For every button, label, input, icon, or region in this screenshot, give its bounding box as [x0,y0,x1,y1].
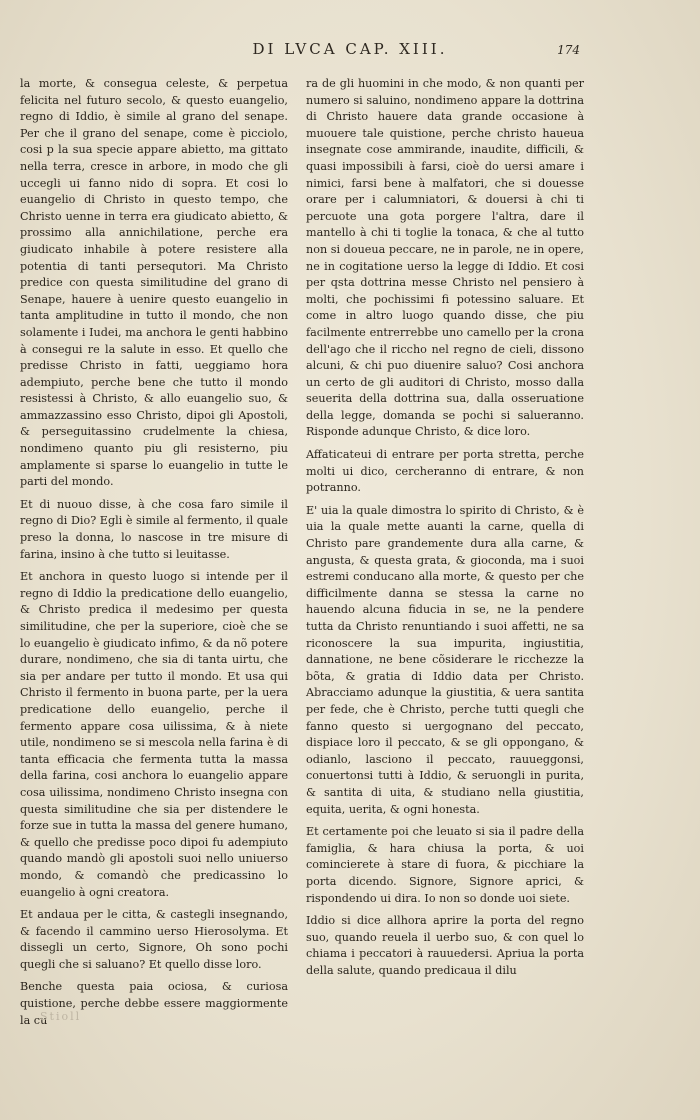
left-column [20,76,288,1035]
right-column [306,76,584,985]
left-paragraph-3: Et anchora in questo luogo si intende per il regno di Iddio la predicatione dello euangelio, & Christo predica il medesimo per questa similitudine, che per la superiore, cioè che se lo euangelio è giudicato infimo, & da nõ potere durare, nondimeno, che sia di tanta uirtu, che sia per andare per tutto il mondo. Et usa qui Christo il fermento in buona parte, per la uera predicatione dello euangelio, perche il fermento appare cosa uilissima, & à niete utile, nondimeno se si mescola nella farina è di tanta efficacia che fermenta tutta la massa della farina, cosi anchora lo euangelio appare cosa uilissima, nondimeno Christo insegna con questa similitudine che sia per distendere le forze sue in tutta la massa del genere humano, & quello che predisse poco dipoi fu adempiuto quando mandò gli apostoli suoi nello uniuerso mondo, & comandò che predicassino lo euangelio à ogni creatora. [20,570,288,899]
left-paragraph-4: Et andaua per le citta, & castegli insegnando, & facendo il cammino uerso Hierosolyma. Et dissegli un certo, Signore, Oh sono pochi quegli che si saluano? Et quello disse loro. [20,908,288,971]
left-paragraph-5: Benche questa paia ociosa, & curiosa quistione, perche debbe essere maggiormente la cu [20,980,288,1027]
page-number: 174 [557,43,580,57]
bleed-through-text: Stioll [40,1010,82,1023]
left-paragraph-2: Et di nuouo disse, à che cosa faro simile il regno di Dio? Egli è simile al fermento, il quale preso la donna, lo nascose in tre misure di farina, insino à che tutto si leuitasse. [20,497,288,561]
right-paragraph-4: Et certamente poi che leuato si sia il padre della famiglia, & hara chiusa la porta, & uoi comincierete à stare di fuora, & picchiare la porta dicendo. Signore, Signore aprici, & rispondendo ui dira. Io non so donde uoi siete. [306,825,584,905]
right-paragraph-1: ra de gli huomini in che modo, & non quanti per numero si saluino, nondimeno appare la dottrina di Christo hauere data grande occasione à muouere tale quistione, perche christo haueua insegnate cose ammirande, inaudite, difficili, & quasi impossibili à farsi, cioè do uersi amare i nimici, farsi bene à malfatori, che si douesse orare per i calumniatori, & douersi à chi ti percuote una gota porgere l'altra, dare il mantello à chi ti toglie la tonaca, & che al tutto non si doueua peccare, ne in parole, ne in opere, ne in cogitatione uerso la legge di Iddio. Et cosi per qsta dottrina messe Christo nel pensiero à molti, che pochissimi fi potessino saluare. Et come in altro luogo quando disse, che piu facilmente entrerrebbe uno camello per la crona dell'ago che il riccho nel regno de cieli, dissono alcuni, & chi puo diuenire saluo? Cosi anchora un certo de gli auditori di Christo, mosso dalla seuerita della dottrina sua, dalla osseruatione della legge, domanda se pochi si salueranno. Risponde adunque Christo, & dice loro. [306,77,584,439]
running-head: DI LVCA CAP. XIII. [252,40,448,58]
right-paragraph-5: Iddio si dice allhora aprire la porta del regno suo, quando reuela il uerbo suo, & con quel lo chiama i peccatori à rauuedersi. Apriua la porta della salute, quando predicaua il dilu [306,914,584,977]
right-paragraph-3: E' uia la quale dimostra lo spirito di Christo, & è uia la quale mette auanti la carne, quella di Christo pare grandemente dura alla carne, & angusta, & questa grata, & gioconda, ma i suoi estremi conducano alla morte, & questo per che difficilmente danna se stessa la carne no hauendo alcuna fiducia in se, ne la pendere tutta da Christo renuntiando i suoi affetti, ne sa riconoscere la sua impurita, ingiustitia, dannatione, ne bene cõsiderare le ricchezze la bõta, & gratia di Iddio data per Christo. Abracciamo adunque la giustitia, & uera santita per fede, che è Christo, perche tutti quegli che fanno questo si uergognano del peccato, dispiace loro il peccato, & se gli oppongano, & odianlo, lasciono il peccato, rauueggonsi, conuertonsi tutti à Iddio, & seruongli in purita, & santita di uita, & studiano nella giustitia, equita, uerita, & ogni honesta. [306,503,584,816]
left-paragraph-1: la morte, & consegua celeste, & perpetua felicita nel futuro secolo, & questo euangelio, regno di Iddio, è simile al grano del senape. Per che il grano del senape, come è picciolo, cosi p la sua specie appare abietto, ma gittato nella terra, cresce in arbore, in modo che gli uccegli ui fanno nido di sopra. Et cosi lo euangelio di Christo in questo tempo, che Christo uenne in terra era giudicato abietto, & prossimo alla annichilatione, perche era giudicato inhabile à potere resistere alla potentia di tanti persequtori. Ma Christo predice con questa similitudine del grano di Senape, hauere à uenire questo euangelio in tanta amplitudine in tutto il mondo, che non solamente i Iudei, ma anchora le genti habbino à consegui re la salute in esso. Et quello che predisse Christo in fatti, ueggiamo hora adempiuto, perche bene che tutto il mondo resistessi à Christo, & allo euangelio suo, & ammazzassino esso Christo, dipoi gli Apostoli, & perseguitassino crudelmente la chiesa, nondimeno quanto piu gli resisterno, piu amplamente si sparse lo euangelio in tutte le parti del mondo. [20,77,288,489]
right-paragraph-2: Affaticateui di entrare per porta stretta, perche molti ui dico, cercheranno di entrare, & non potranno. [306,448,584,495]
